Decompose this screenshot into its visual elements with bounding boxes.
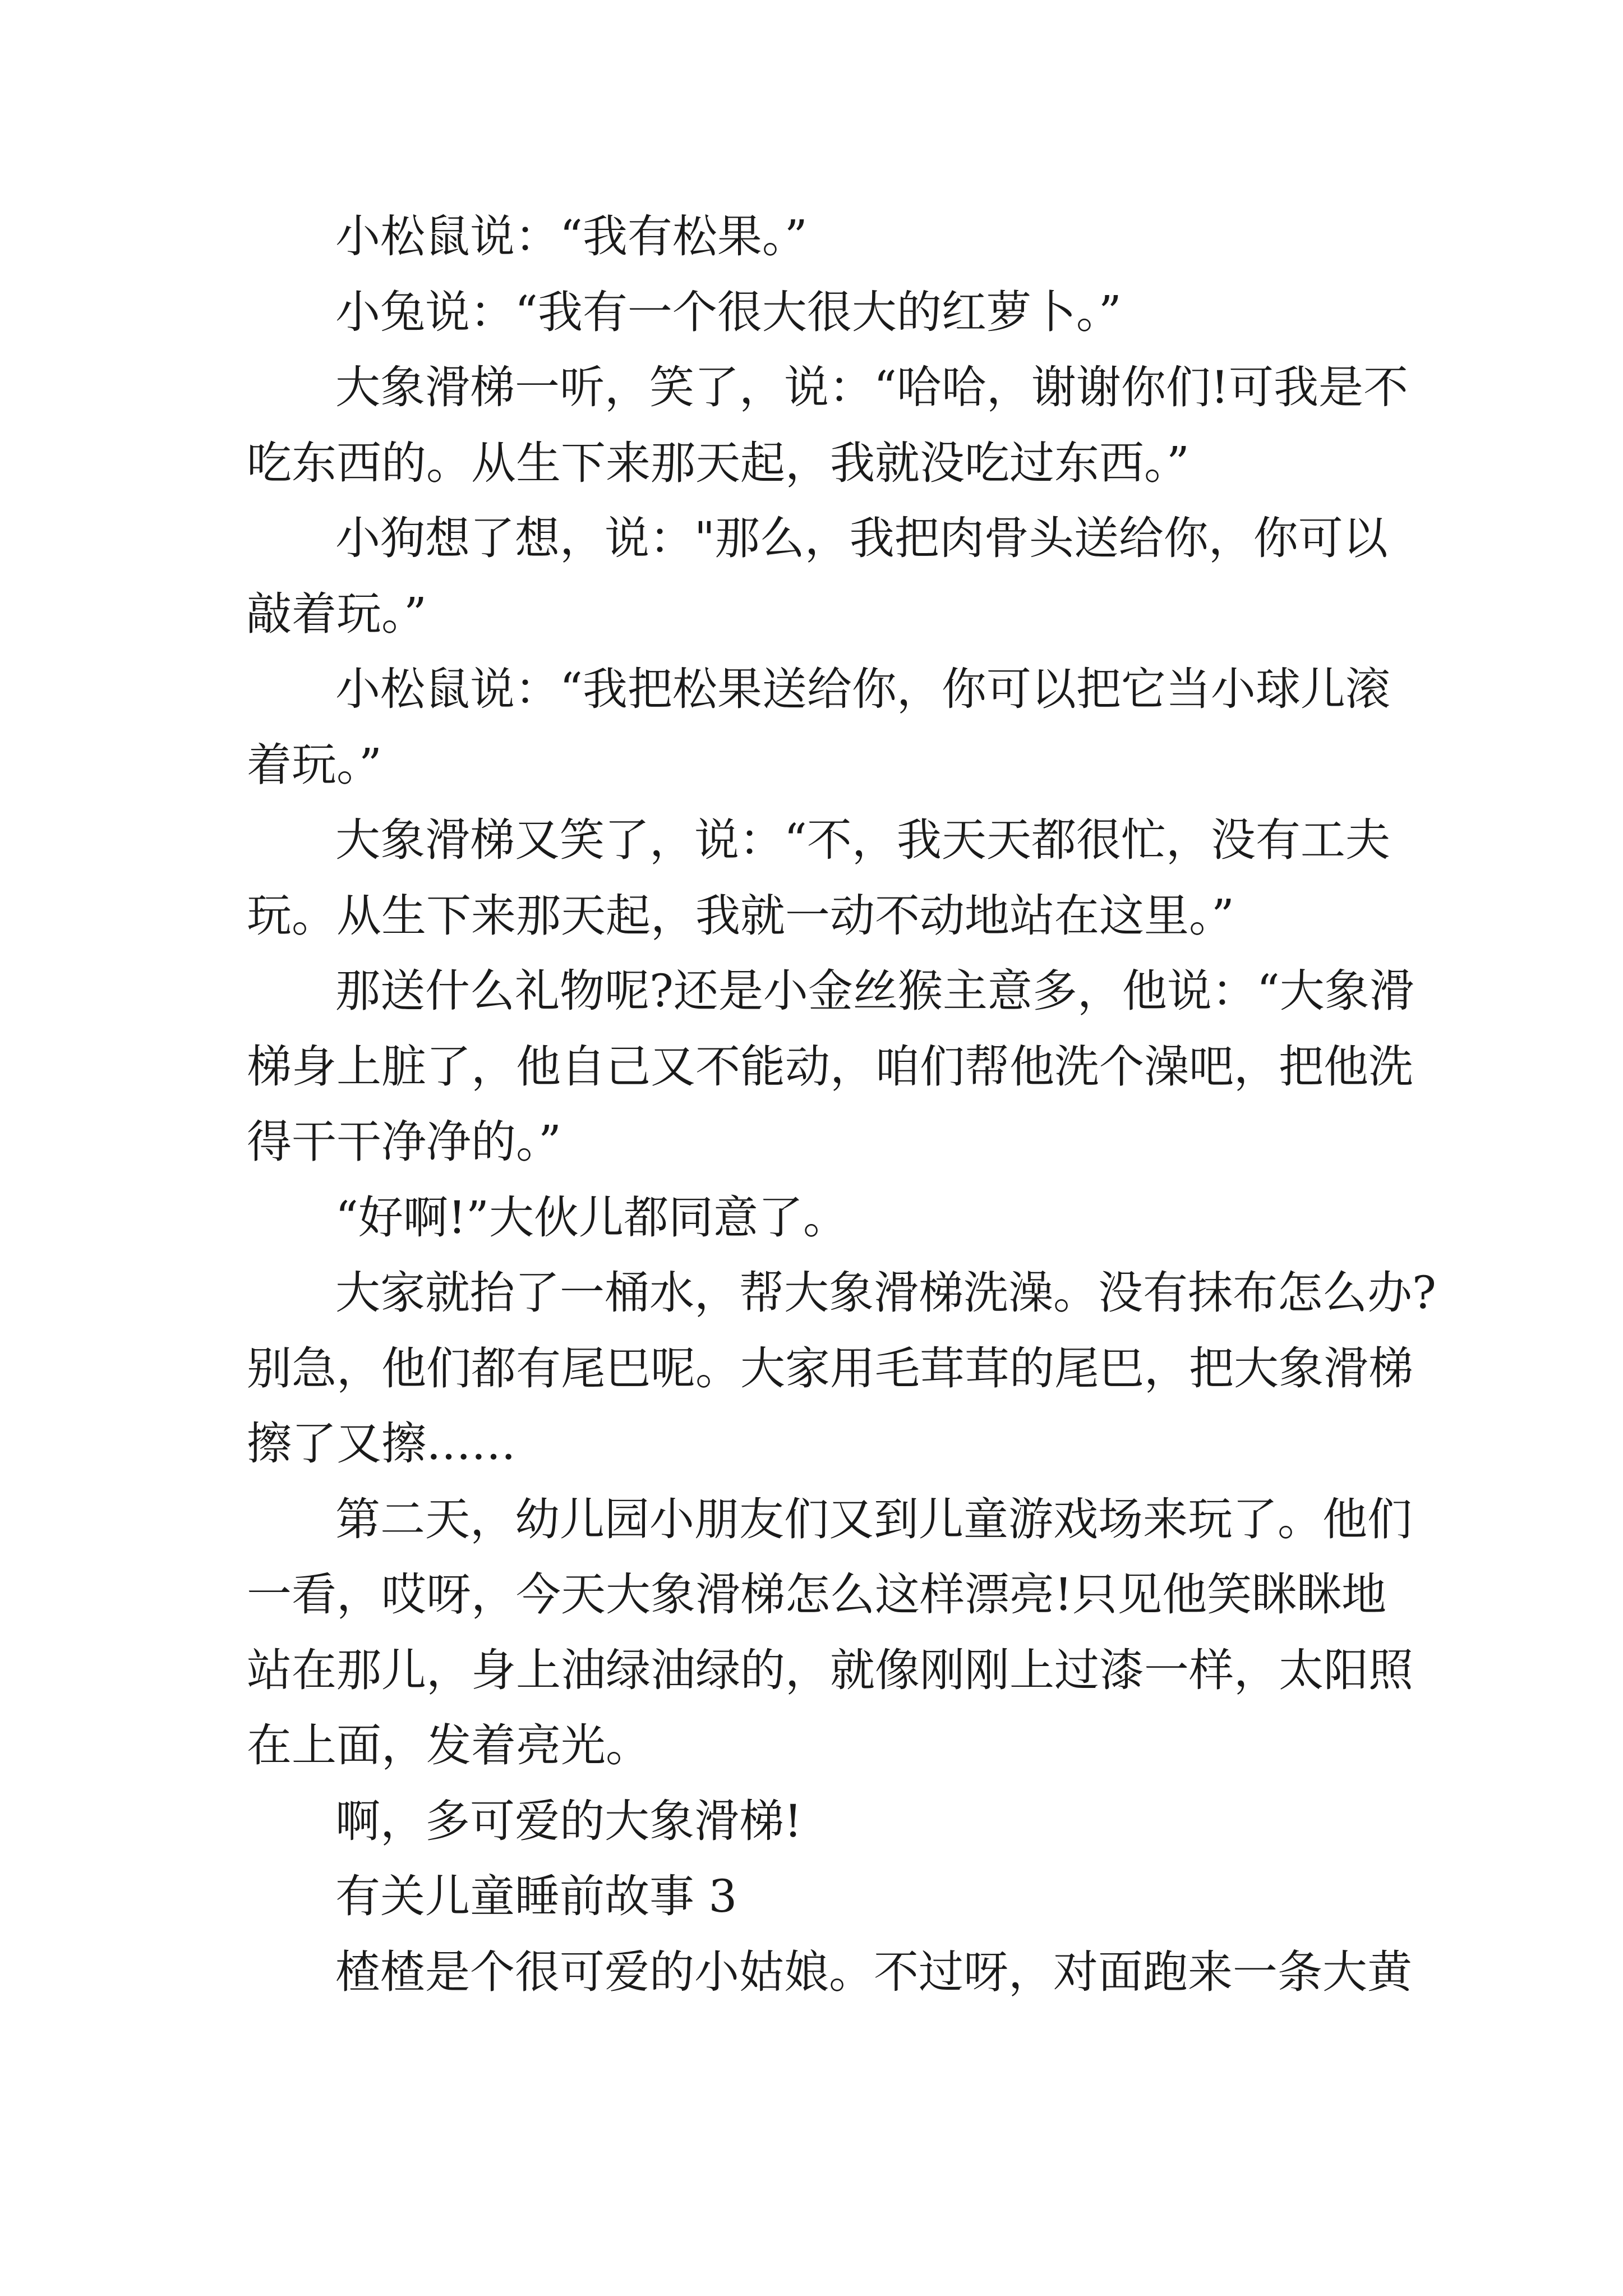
text-line: 一看，哎呀，今天大象滑梯怎么这样漂亮!只见他笑眯眯地 [247, 1568, 1387, 1621]
text-line: 大象滑梯一听，笑了，说：“哈哈，谢谢你们!可我是不 [335, 361, 1409, 413]
text-line: 那送什么礼物呢?还是小金丝猴主意多，他说：“大象滑 [335, 965, 1414, 1017]
text-line: 敲着玩。” [247, 587, 427, 640]
text-line: 在上面，发着亮光。 [247, 1719, 651, 1772]
text-line: 楂楂是个很可爱的小姑娘。不过呀，对面跑来一条大黄 [335, 1945, 1412, 1998]
text-line: “好啊!”大伙儿都同意了。 [335, 1191, 848, 1244]
text-line: 站在那儿，身上油绿油绿的，就像刚刚上过漆一样，太阳照 [247, 1644, 1413, 1696]
text-line: 啊，多可爱的大象滑梯! [335, 1795, 803, 1847]
text-line: 梯身上脏了，他自己又不能动，咱们帮他洗个澡吧，把他洗 [247, 1040, 1413, 1093]
text-line: 得干干净净的。” [247, 1116, 561, 1168]
text-line: 小松鼠说：“我有松果。” [335, 210, 808, 263]
text-line: 大家就抬了一桶水，帮大象滑梯洗澡。没有抹布怎么办? [335, 1267, 1436, 1319]
text-line: 小狗想了想，说："那么，我把肉骨头送给你，你可以 [335, 512, 1388, 564]
text-line: 着玩。” [247, 738, 382, 791]
text-line: 第二天，幼儿园小朋友们又到儿童游戏场来玩了。他们 [335, 1493, 1412, 1545]
text-line: 吃东西的。从生下来那天起，我就没吃过东西。” [247, 436, 1189, 489]
text-line: 有关儿童睡前故事 3 [335, 1870, 737, 1922]
text-line: 小兔说：“我有一个很大很大的红萝卜。” [335, 286, 1122, 338]
text-line: 别急，他们都有尾巴呢。大家用毛茸茸的尾巴，把大象滑梯 [247, 1342, 1413, 1395]
text-line: 大象滑梯又笑了，说：“不，我天天都很忙，没有工夫 [335, 814, 1390, 866]
text-line: 擦了又擦…… [247, 1418, 516, 1470]
text-line: 玩。从生下来那天起，我就一动不动地站在这里。” [247, 889, 1234, 942]
text-line: 小松鼠说：“我把松果送给你，你可以把它当小球儿滚 [335, 663, 1390, 715]
